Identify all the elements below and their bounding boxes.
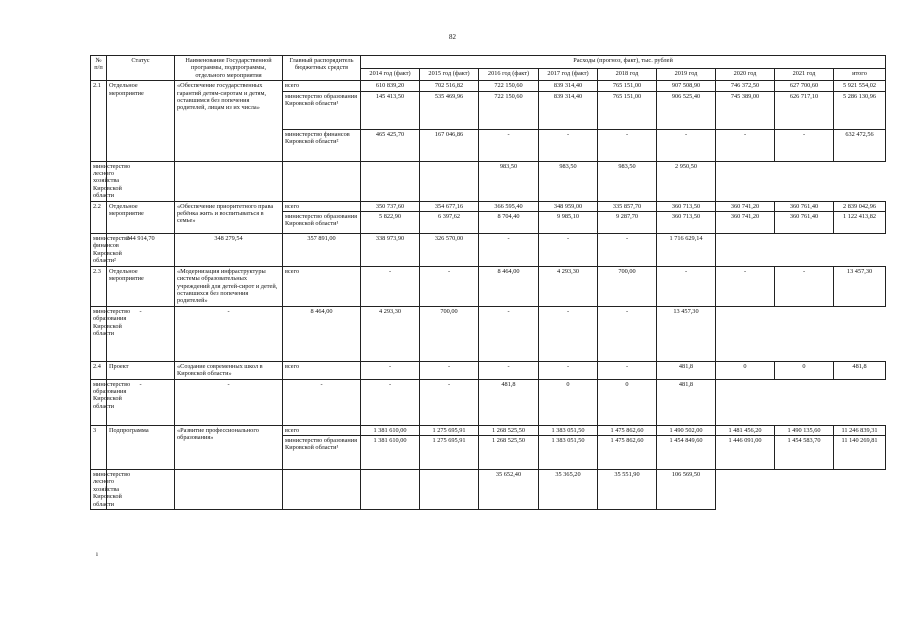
- row-value: -: [175, 379, 283, 425]
- margin-mark: ı: [96, 550, 98, 558]
- row-value: -: [598, 361, 657, 379]
- row-status: Отдельное мероприятие: [107, 201, 175, 233]
- row-value: 983,50: [479, 161, 539, 201]
- row-value: 722 150,60: [479, 91, 539, 129]
- row-value: 1 268 525,50: [479, 425, 539, 435]
- row-total: 11 140 269,81: [834, 435, 886, 469]
- col-year: 2018 год: [598, 68, 657, 81]
- row-name: «Модернизация инфраструктуры системы образовательных учреждений для детей-сирот и детей, оставшихся без попечения родителей»: [175, 266, 283, 306]
- row-value: 4 293,30: [361, 306, 420, 361]
- row-value: 1 268 525,50: [479, 435, 539, 469]
- row-value: 627 700,60: [775, 81, 834, 91]
- row-admin: министерство образования Кировской области: [91, 306, 107, 361]
- row-value: -: [420, 361, 479, 379]
- row-no: 2.4: [91, 361, 107, 379]
- row-name: «Создание современных школ в Кировской области»: [175, 361, 283, 379]
- row-value: -: [775, 266, 834, 306]
- col-no: № п/п: [91, 56, 107, 81]
- row-value: [283, 161, 361, 201]
- row-value: 350 737,60: [361, 201, 420, 211]
- row-total: 13 457,30: [834, 266, 886, 306]
- table-row: [91, 425, 886, 435]
- col-expenses: Расходы (прогноз, факт), тыс. рублей: [361, 56, 886, 69]
- row-value: 4 293,30: [539, 266, 598, 306]
- row-value: -: [716, 266, 775, 306]
- col-year: 2020 год: [716, 68, 775, 81]
- row-admin: министерство образования Кировской области¹: [283, 91, 361, 129]
- row-value: 1 381 610,00: [361, 425, 420, 435]
- row-value: 1 275 695,91: [420, 425, 479, 435]
- row-value: [420, 469, 479, 509]
- row-value: -: [598, 129, 657, 161]
- row-value: 700,00: [420, 306, 479, 361]
- col-status: Статус: [107, 56, 175, 81]
- row-value: -: [361, 361, 420, 379]
- row-value: -: [479, 306, 539, 361]
- row-value: -: [598, 306, 657, 361]
- row-admin: министерство финансов Кировской области²: [91, 234, 107, 267]
- row-value: 745 389,00: [716, 91, 775, 129]
- row-admin: министерство образования Кировской области: [91, 379, 107, 425]
- row-value: 700,00: [598, 266, 657, 306]
- row-value: 360 713,50: [657, 212, 716, 234]
- row-value: 983,50: [598, 161, 657, 201]
- table-row: [91, 266, 886, 306]
- row-value: 839 314,40: [539, 81, 598, 91]
- row-value: [175, 161, 283, 201]
- row-value: -: [107, 379, 175, 425]
- row-no: 2.2: [91, 201, 107, 233]
- row-value: 0: [716, 361, 775, 379]
- row-value: 335 857,70: [598, 201, 657, 211]
- row-value: [283, 469, 361, 509]
- row-value: 8 704,40: [479, 212, 539, 234]
- row-total: 2 950,50: [657, 161, 716, 201]
- row-total: 1 716 629,14: [657, 234, 716, 267]
- col-year: 2019 год: [657, 68, 716, 81]
- row-total: 2 839 042,96: [834, 201, 886, 211]
- row-admin: министерство образования Кировской области¹: [283, 212, 361, 234]
- row-value: 765 151,00: [598, 81, 657, 91]
- row-value: 1 454 583,70: [775, 435, 834, 469]
- row-total: 1 122 413,82: [834, 212, 886, 234]
- row-value: 35 551,90: [598, 469, 657, 509]
- table-row: [91, 234, 886, 267]
- col-total: итого: [834, 68, 886, 81]
- row-value: 1 481 456,20: [716, 425, 775, 435]
- table-row: [91, 161, 886, 201]
- row-value: -: [657, 266, 716, 306]
- col-year: 2016 год (факт): [479, 68, 539, 81]
- table-row: [91, 201, 886, 211]
- row-value: -: [479, 361, 539, 379]
- col-name: Наименование Государственной программы, подпрограммы, отдельного мероприятия: [175, 56, 283, 81]
- row-total: 5 921 554,02: [834, 81, 886, 91]
- row-value: 360 741,20: [716, 201, 775, 211]
- row-total: 5 286 130,96: [834, 91, 886, 129]
- row-total: 106 569,50: [657, 469, 716, 509]
- row-value: -: [175, 306, 283, 361]
- row-no: 2.3: [91, 266, 107, 306]
- row-no: 2.1: [91, 81, 107, 161]
- row-value: [361, 469, 420, 509]
- row-value: 906 525,40: [657, 91, 716, 129]
- row-name: «Развитие профессионального образования»: [175, 425, 283, 469]
- row-value: 481,8: [479, 379, 539, 425]
- row-value: 9 287,70: [598, 212, 657, 234]
- row-value: 746 372,50: [716, 81, 775, 91]
- row-value: 535 469,96: [420, 91, 479, 129]
- row-value: 8 464,00: [479, 266, 539, 306]
- table-row: [91, 306, 886, 361]
- row-value: -: [420, 266, 479, 306]
- row-value: 626 717,10: [775, 91, 834, 129]
- row-value: -: [283, 379, 361, 425]
- row-value: [175, 469, 283, 509]
- header-row: [91, 56, 886, 69]
- row-value: -: [539, 306, 598, 361]
- row-value: 167 046,86: [420, 129, 479, 161]
- row-value: -: [107, 306, 175, 361]
- row-total: 632 472,56: [834, 129, 886, 161]
- row-value: 0: [539, 379, 598, 425]
- row-value: -: [657, 129, 716, 161]
- row-value: -: [598, 234, 657, 267]
- row-value: 765 151,00: [598, 91, 657, 129]
- row-value: 1 454 849,60: [657, 435, 716, 469]
- row-value: 35 652,40: [479, 469, 539, 509]
- row-total: 13 457,30: [657, 306, 716, 361]
- row-name: «Обеспечение государственных гарантий детям-сиротам и детям, оставшимся без попечения родителей, лицам из их числа»: [175, 81, 283, 161]
- col-admin: Главный распорядитель бюджетных средств: [283, 56, 361, 81]
- row-value: 360 713,50: [657, 201, 716, 211]
- row-value: 722 150,60: [479, 81, 539, 91]
- row-value: 702 516,82: [420, 81, 479, 91]
- row-admin: всего: [283, 81, 361, 91]
- row-admin: всего: [283, 266, 361, 306]
- row-value: 360 741,20: [716, 212, 775, 234]
- row-value: 9 985,10: [539, 212, 598, 234]
- table-row: [91, 81, 886, 91]
- row-status: Проект: [107, 361, 175, 379]
- row-value: 481,8: [657, 361, 716, 379]
- row-value: 1 475 862,60: [598, 425, 657, 435]
- row-value: 348 279,54: [175, 234, 283, 267]
- row-status: Отдельное мероприятие: [107, 81, 175, 161]
- row-value: -: [716, 129, 775, 161]
- row-value: -: [479, 129, 539, 161]
- row-status: Подпрограмма: [107, 425, 175, 469]
- row-value: -: [539, 234, 598, 267]
- row-admin: всего: [283, 201, 361, 211]
- row-value: 1 383 051,50: [539, 425, 598, 435]
- row-value: 360 761,40: [775, 212, 834, 234]
- row-value: -: [539, 361, 598, 379]
- row-value: 8 464,00: [283, 306, 361, 361]
- row-admin: министерство лесного хозяйства Кировской области: [91, 469, 107, 509]
- row-value: 839 314,40: [539, 91, 598, 129]
- row-value: 1 490 502,00: [657, 425, 716, 435]
- row-value: 366 595,40: [479, 201, 539, 211]
- row-value: -: [420, 379, 479, 425]
- row-status: Отдельное мероприятие: [107, 266, 175, 306]
- row-value: -: [539, 129, 598, 161]
- col-year: 2015 год (факт): [420, 68, 479, 81]
- row-value: 348 959,00: [539, 201, 598, 211]
- row-value: 1 381 610,00: [361, 435, 420, 469]
- row-value: 354 677,16: [420, 201, 479, 211]
- row-value: 145 413,50: [361, 91, 420, 129]
- row-value: 465 425,70: [361, 129, 420, 161]
- row-value: 0: [775, 361, 834, 379]
- row-admin: всего: [283, 425, 361, 435]
- row-no: 3: [91, 425, 107, 469]
- row-value: [361, 161, 420, 201]
- row-value: 338 973,90: [361, 234, 420, 267]
- col-year: 2017 год (факт): [539, 68, 598, 81]
- row-name: «Обеспечение приоритетного права ребёнка жить и воспитываться в семье»: [175, 201, 283, 233]
- row-value: 1 383 051,50: [539, 435, 598, 469]
- row-value: 35 365,20: [539, 469, 598, 509]
- row-value: 326 570,00: [420, 234, 479, 267]
- row-value: 5 822,90: [361, 212, 420, 234]
- page-number: 82: [449, 33, 456, 41]
- row-value: 1 475 862,60: [598, 435, 657, 469]
- row-admin: всего: [283, 361, 361, 379]
- table-row: [91, 379, 886, 425]
- row-value: 0: [598, 379, 657, 425]
- row-admin: министерство финансов Кировской области²: [283, 129, 361, 161]
- row-total: 11 246 839,31: [834, 425, 886, 435]
- row-total: 481,8: [834, 361, 886, 379]
- row-total: 481,8: [657, 379, 716, 425]
- row-value: 6 397,62: [420, 212, 479, 234]
- row-value: 360 761,40: [775, 201, 834, 211]
- row-admin: министерство лесного хозяйства Кировской области: [91, 161, 107, 201]
- expenses-table: [90, 55, 886, 510]
- row-value: 983,50: [539, 161, 598, 201]
- row-value: [420, 161, 479, 201]
- row-value: 1 275 695,91: [420, 435, 479, 469]
- row-value: -: [361, 266, 420, 306]
- row-value: 610 839,20: [361, 81, 420, 91]
- row-value: 344 914,70: [107, 234, 175, 267]
- row-admin: министерство образования Кировской области¹: [283, 435, 361, 469]
- table-row: [91, 469, 886, 509]
- row-value: 907 508,90: [657, 81, 716, 91]
- row-value: 357 891,00: [283, 234, 361, 267]
- row-value: 1 446 091,00: [716, 435, 775, 469]
- col-year: 2021 год: [775, 68, 834, 81]
- col-year: 2014 год (факт): [361, 68, 420, 81]
- row-value: -: [775, 129, 834, 161]
- row-value: 1 490 135,60: [775, 425, 834, 435]
- row-value: -: [361, 379, 420, 425]
- table-row: [91, 361, 886, 379]
- row-value: -: [479, 234, 539, 267]
